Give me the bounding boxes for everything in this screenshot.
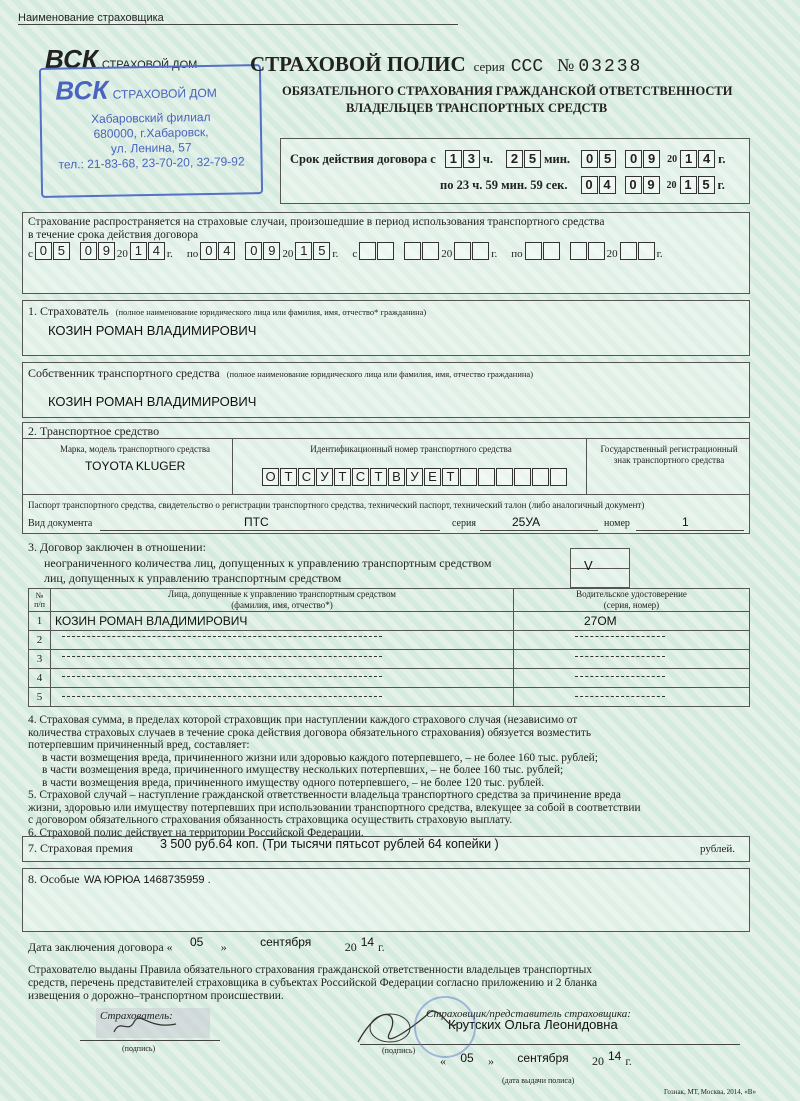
twenty: 20	[606, 248, 618, 260]
cell	[454, 242, 471, 260]
owner-label-row	[28, 366, 533, 381]
cell: 9	[643, 150, 660, 168]
vin-cell: У	[406, 468, 423, 486]
vin-cell	[514, 468, 531, 486]
logo-subtitle: СТРАХОВОЙ ДОМ	[101, 59, 198, 71]
logo-text: ВСК	[45, 44, 98, 74]
seal-stamp	[414, 996, 476, 1058]
cell: 0	[581, 176, 598, 194]
drivers-header	[29, 589, 750, 612]
premium-label: 7. Страховая премия	[28, 841, 133, 855]
vehicle-label: 2. Транспортное средство	[28, 424, 160, 438]
quote-close: »	[220, 940, 227, 954]
cell	[404, 242, 421, 260]
insurant-value: КОЗИН РОМАН ВЛАДИМИРОВИЧ	[48, 323, 257, 338]
p4-c: в части возмещения вреда, причиненного имуществу одного потерпевшего, – не более 120 тыс. рублей.	[42, 776, 545, 789]
insurant-signature-icon	[110, 1014, 180, 1038]
cell	[359, 242, 376, 260]
cell: 5	[53, 242, 70, 260]
row-num: 1	[29, 612, 51, 631]
g-label: г.	[718, 151, 726, 166]
cell: 9	[98, 242, 115, 260]
c-label: с	[28, 248, 33, 260]
reg-label	[588, 444, 750, 466]
cell: 2	[506, 150, 523, 168]
vin-cell: Т	[370, 468, 387, 486]
vin-cell: Т	[334, 468, 351, 486]
stamp-street: ул. Ленина, 57	[110, 140, 192, 156]
doc-number-label: номер	[604, 518, 630, 529]
doc-number: 1	[682, 515, 689, 529]
doc-series-label: серия	[452, 518, 476, 529]
row-name	[51, 631, 514, 650]
number-sign: №	[557, 55, 575, 75]
company-stamp	[39, 64, 263, 198]
stamp-logo: ВСК	[55, 74, 109, 106]
vin-cell	[550, 468, 567, 486]
cell: 0	[625, 150, 642, 168]
cell: 4	[148, 242, 165, 260]
series-label: серия	[473, 59, 505, 74]
min-label: мин.	[544, 151, 571, 166]
contract-opt1: неограниченного количества лиц, допущенных к управлению транспортным средством	[44, 556, 492, 570]
p4-line2: количества страховых случаев в течение срока действия договора обязательного страхования) обязуется возместить	[28, 726, 592, 739]
issue-date: « 05 » сентября 20 14 г.	[440, 1049, 632, 1068]
cell	[472, 242, 489, 260]
vin-cells	[262, 468, 567, 486]
row-license	[514, 631, 750, 650]
row-license	[514, 650, 750, 669]
row-num: 5	[29, 688, 51, 707]
insurer-name: Крутских Ольга Леонидовна	[448, 1017, 618, 1032]
col-persons-2: (фамилия, имя, отчество*)	[231, 600, 333, 610]
insurant-label-row	[28, 304, 426, 319]
p4-a: в части возмещения вреда, причиненного жизни или здоровью каждого потерпевшего, – не более 160 тыс. рублей;	[42, 751, 598, 764]
twenty: 20	[116, 248, 128, 260]
owner-value: КОЗИН РОМАН ВЛАДИМИРОВИЧ	[48, 394, 257, 409]
cell	[377, 242, 394, 260]
p4-line1: 4. Страховая сумма, в пределах которой страховщик при наступлении каждого страхового случая (независимо от	[28, 714, 578, 726]
row-name	[51, 650, 514, 669]
g-label: г.	[166, 248, 173, 260]
cell	[638, 242, 655, 260]
p6: 6. Страховой полис действует на территории Российской Федерации.	[28, 826, 364, 839]
title: СТРАХОВОЙ ПОЛИС	[250, 52, 466, 76]
twenty: 20	[282, 248, 294, 260]
table-row	[29, 612, 750, 631]
vin-cell	[496, 468, 513, 486]
year-prefix: 20	[666, 179, 677, 191]
g-label: г.	[332, 248, 339, 260]
term-from	[290, 150, 725, 168]
period-text-2: в течение срока действия договора	[28, 229, 199, 241]
col-persons	[51, 589, 514, 612]
vin-cell	[478, 468, 495, 486]
cell: 1	[295, 242, 312, 260]
rules-line1: Страхователю выданы Правила обязательного страхования гражданской ответственности владельцев транспортных	[28, 964, 592, 976]
cell: 4	[599, 176, 616, 194]
premium-value: 3 500 руб.64 коп. (Три тысячи пятьсот рублей 64 копейки )	[160, 837, 499, 851]
col-license-1: Водительское удостоверение	[576, 589, 687, 599]
signing-day: 05	[190, 935, 204, 949]
vin-cell: Т	[442, 468, 459, 486]
issue-day: 05	[460, 1051, 474, 1065]
rules-line3: извещения о дорожно–транспортном происшествии.	[28, 990, 284, 1002]
issue-year-prefix: 20	[592, 1054, 604, 1068]
printer-mark: Гознак, МТ, Москва, 2014, «В»	[664, 1088, 756, 1096]
row-license: 27ОМ	[514, 612, 750, 631]
cell: 0	[581, 150, 598, 168]
term-box	[280, 138, 750, 204]
cell: 1	[130, 242, 147, 260]
make-label: Марка, модель транспортного средства	[59, 444, 211, 454]
vin-cell: С	[298, 468, 315, 486]
issue-label: (дата выдачи полиса)	[502, 1076, 575, 1085]
row-num: 2	[29, 631, 51, 650]
rules-line2: средств, перечень представителей страховщика в субъектах Российской Федерации согласно приложению и 2 бланка	[28, 977, 598, 989]
table-row	[29, 688, 750, 707]
insurer-label: Наименование страховщика	[18, 12, 164, 24]
cell: 9	[643, 176, 660, 194]
cell: 1	[445, 150, 462, 168]
row-num: 4	[29, 669, 51, 688]
vin-cell	[532, 468, 549, 486]
vin-cell: У	[316, 468, 333, 486]
cell	[543, 242, 560, 260]
row-name: КОЗИН РОМАН ВЛАДИМИРОВИЧ	[51, 612, 514, 631]
cell: 9	[263, 242, 280, 260]
year-prefix: 20	[344, 940, 357, 954]
reg-label-1: Государственный регистрационный	[600, 444, 738, 454]
issue-month: сентября	[517, 1051, 569, 1065]
period-text-1: Страхование распространяется на страховые случаи, произошедшие в период использования транспортного средства	[28, 216, 605, 228]
signing-month: сентября	[260, 935, 312, 949]
vin-cell: В	[388, 468, 405, 486]
p4-b: в части возмещения вреда, причиненного имуществу нескольких потерпевших, – не более 160 тыс. рублей;	[42, 764, 564, 776]
cell: 4	[218, 242, 235, 260]
reg-label-2: знак транспортного средства	[613, 455, 725, 465]
cell: 5	[313, 242, 330, 260]
po-label: по	[511, 248, 523, 260]
terms-block	[28, 714, 750, 839]
contract-opt2: лиц, допущенных к управлению транспортным средством	[44, 571, 342, 585]
g-label: г.	[378, 940, 385, 954]
cell: 0	[80, 242, 97, 260]
g-label: г.	[491, 248, 498, 260]
g-label: г.	[717, 177, 725, 192]
row-license	[514, 669, 750, 688]
row-name	[51, 688, 514, 707]
contract-mark: V	[584, 558, 593, 573]
p4-line3: потерпевшим причиненный вред, составляет:	[28, 739, 250, 751]
table-row	[29, 650, 750, 669]
cell	[570, 242, 587, 260]
policy-title	[250, 52, 642, 77]
stamp-phones: тел.: 21-83-68, 23-70-20, 32-79-92	[58, 154, 245, 172]
cell: 1	[680, 176, 697, 194]
col-num: № п/п	[29, 589, 51, 612]
rules-block	[28, 964, 750, 1003]
cell: 0	[625, 176, 642, 194]
insurant-hint: (полное наименование юридического лица или фамилия, имя, отчество* гражданина)	[115, 307, 427, 317]
cell	[588, 242, 605, 260]
c-label: с	[352, 248, 358, 260]
doc-type-label: Вид документа	[28, 518, 93, 529]
cell	[422, 242, 439, 260]
insurer-podpis: (подпись)	[382, 1046, 416, 1055]
subtitle-1: ОБЯЗАТЕЛЬНОГО СТРАХОВАНИЯ ГРАЖДАНСКОЙ ОТВЕТСТВЕННОСТИ	[282, 84, 733, 98]
table-row	[29, 669, 750, 688]
vin-cell: Т	[280, 468, 297, 486]
period-row	[28, 242, 663, 260]
contract-label: 3. Договор заключен в отношении:	[28, 540, 206, 554]
stamp-branch: Хабаровский филиал	[90, 109, 211, 127]
cell: 1	[680, 150, 697, 168]
cell: 5	[599, 150, 616, 168]
cell: 0	[35, 242, 52, 260]
policy-number: 03238	[578, 57, 643, 77]
vin-label: Идентификационный номер транспортного средства	[310, 444, 512, 454]
vin-cell: Е	[424, 468, 441, 486]
g-label: г.	[656, 248, 663, 260]
doc-type: ПТС	[244, 515, 269, 529]
cell	[620, 242, 637, 260]
cell: 4	[698, 150, 715, 168]
term-from-label: Срок действия договора с	[290, 151, 436, 166]
subtitle-2: ВЛАДЕЛЬЦЕВ ТРАНСПОРТНЫХ СРЕДСТВ	[346, 101, 608, 115]
signing-label: Дата заключения договора «	[28, 940, 173, 954]
signing-date	[28, 935, 385, 955]
year-prefix: 20	[667, 153, 678, 165]
row-num: 3	[29, 650, 51, 669]
cell: 0	[200, 242, 217, 260]
cell: 5	[698, 176, 715, 194]
col-license	[514, 589, 750, 612]
hours-label: ч.	[482, 151, 494, 166]
p5-line3: с договором обязательного страхования обязанность страховщика осуществить страховую выплату.	[28, 814, 513, 826]
term-to-label: по 23 ч. 59 мин. 59 сек.	[440, 177, 568, 192]
make-value: TOYOTA KLUGER	[85, 459, 186, 473]
cell: 0	[245, 242, 262, 260]
vin-cell	[460, 468, 477, 486]
special-value: WA ЮРЮА 1468735959 .	[84, 874, 211, 886]
cell	[525, 242, 542, 260]
stamp-name: СТРАХОВОЙ ДОМ	[112, 85, 217, 102]
cell: 3	[463, 150, 480, 168]
cell: 5	[524, 150, 541, 168]
row-name	[51, 669, 514, 688]
po-label: по	[186, 248, 199, 260]
doc-label: Паспорт транспортного средства, свидетельство о регистрации транспортного средства, технический паспорт, технический талон (либо аналогичный документ)	[28, 500, 645, 510]
issue-g: г.	[625, 1054, 632, 1068]
premium-unit: рублей.	[700, 843, 736, 855]
owner-hint: (полное наименование юридического лица или фамилия, имя, отчество гражданина)	[226, 369, 534, 379]
vin-cell: С	[352, 468, 369, 486]
owner-label: Собственник транспортного средства	[28, 366, 220, 380]
insurant-label: 1. Страхователь	[28, 304, 109, 318]
table-row	[29, 631, 750, 650]
insurant-podpis: (подпись)	[122, 1044, 156, 1053]
signing-year: 14	[360, 935, 375, 949]
row-license	[514, 688, 750, 707]
col-license-2: (серия, номер)	[603, 600, 660, 610]
drivers-table	[28, 588, 750, 707]
p5-line1: 5. Страховой случай – наступление гражданской ответственности владельца транспортного средства за причинение вреда	[28, 789, 621, 801]
insurer-sign-label: Страховщик/представитель страховщика:	[426, 1008, 631, 1020]
stamp-city: 680000, г.Хабаровск,	[93, 124, 209, 142]
vin-cell: О	[262, 468, 279, 486]
term-to	[440, 176, 725, 194]
insurant-sign-label: Страхователь:	[100, 1010, 173, 1022]
series-value: ССС	[510, 57, 544, 77]
issue-year: 14	[608, 1049, 622, 1063]
special-label: 8. Особые	[28, 872, 80, 886]
p5-line2: жизни, здоровью или имуществу потерпевших при использовании транспортного средства, влекущее за собой в соответствии	[28, 801, 641, 814]
col-persons-1: Лица, допущенные к управлению транспортным средством	[167, 589, 396, 599]
doc-series: 25УА	[512, 515, 541, 529]
twenty: 20	[441, 248, 453, 260]
